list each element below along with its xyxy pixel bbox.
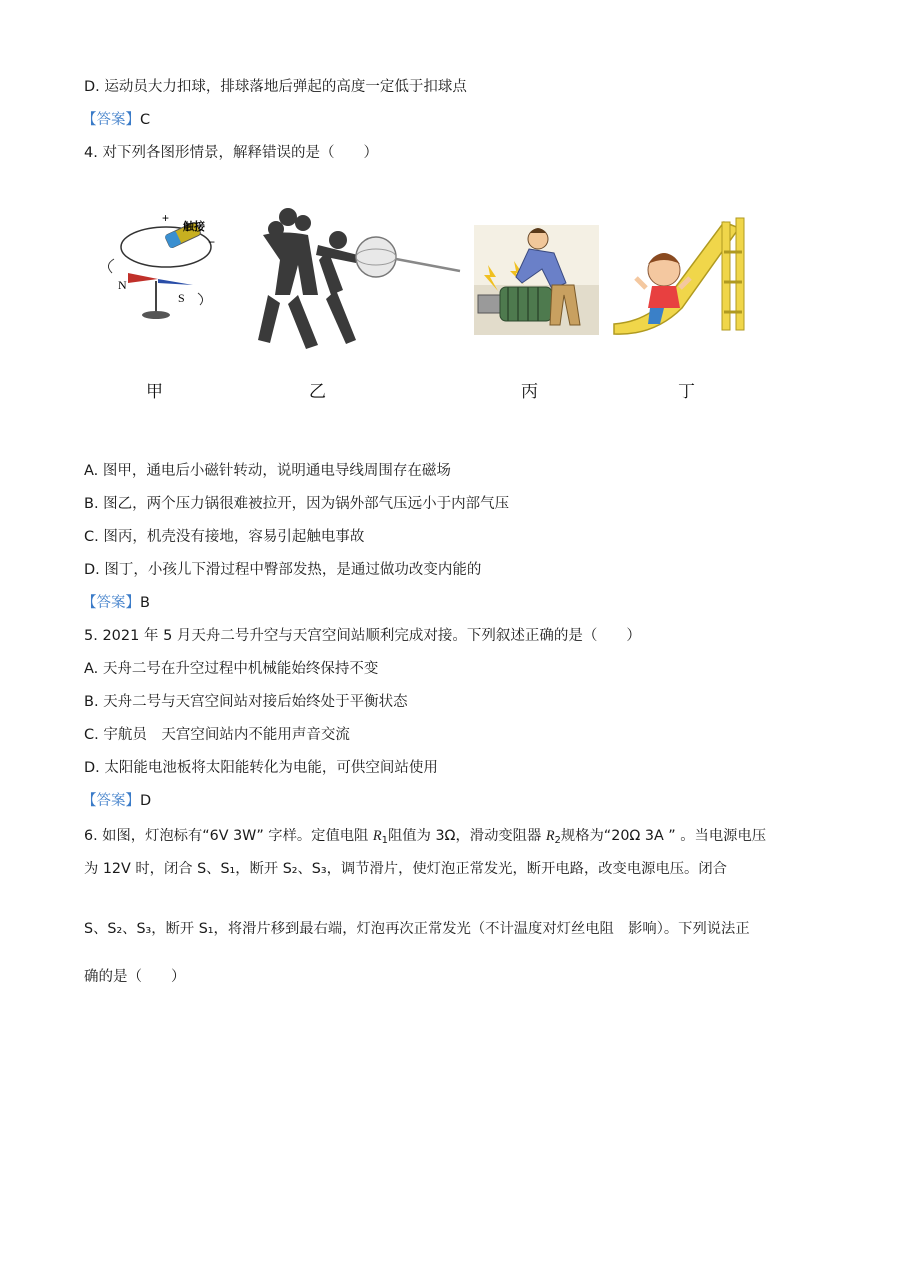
compass-experiment-image [98, 205, 228, 325]
caption-ding: 丁 [678, 382, 695, 402]
r2-symbol: R [545, 828, 555, 844]
q5-stem: 5. 2021 年 5 月天舟二号升空与天宫空间站顺利完成对接。下列叙述正确的是（ ） [84, 628, 641, 644]
q6-line-4: 确的是（ ） [84, 969, 186, 985]
caption-yi: 乙 [309, 382, 326, 402]
q6-line-1-part-a: 6. 如图，灯泡标有“6V 3W” 字样。定值电阻 [84, 828, 373, 844]
r1-symbol: R [372, 828, 382, 844]
q4-option-d: D. 图丁，小孩儿下滑过程中臀部发热，是通过做功改变内能的 [84, 562, 482, 578]
caption-bing: 丙 [521, 382, 538, 402]
answer-tag: 【答案】 [82, 595, 140, 611]
r2-subscript: 2 [554, 835, 561, 846]
n-label: N [118, 278, 127, 292]
q4-option-a: A. 图甲，通电后小磁针转动，说明通电导线周围存在磁场 [84, 463, 451, 479]
child-slide-image [604, 212, 764, 342]
q4-answer [82, 593, 150, 613]
q5-answer [82, 791, 151, 811]
r1-subscript: 1 [381, 835, 389, 846]
pressure-cooker-pull-image [248, 205, 463, 360]
q4-option-c: C. 图丙，机壳没有接地，容易引起触电事故 [84, 529, 365, 545]
q6-line-1-part-b: 阻值为 3Ω，滑动变阻器 [388, 828, 546, 844]
q5-option-a: A. 天舟二号在升空过程中机械能始终保持不变 [84, 661, 379, 677]
q5-option-d: D. 太阳能电池板将太阳能转化为电能，可供空间站使用 [84, 760, 438, 776]
answer-tag: 【答案】 [82, 112, 140, 128]
answer-tag: 【答案】 [82, 793, 140, 809]
q6-line-2: 为 12V 时，闭合 S、S₁，断开 S₂、S₃，调节滑片，使灯泡正常发光，断开电路，改变电源电压。闭合 [84, 861, 727, 877]
answer-value: D [140, 793, 152, 809]
plus-label: + [162, 211, 170, 225]
q4-option-b: B. 图乙，两个压力锅很难被拉开，因为锅外部气压远小于内部气压 [84, 496, 510, 512]
q4-stem: 4. 对下列各图形情景，解释错误的是（ ） [84, 145, 378, 161]
touch-label: 触接 [183, 220, 205, 233]
q3-option-d: D. 运动员大力扣球，排球落地后弹起的高度一定低于扣球点 [84, 79, 467, 95]
q5-option-b: B. 天舟二号与天宫空间站对接后始终处于平衡状态 [84, 694, 408, 710]
q6-line-3: S、S₂、S₃，断开 S₁，将滑片移到最右端，灯泡再次正常发光（不计温度对灯丝电阻 影响）。下列说法正 [84, 921, 750, 937]
q5-option-c: C. 宇航员 天宫空间站内不能用声音交流 [84, 727, 350, 743]
answer-value: B [140, 595, 150, 611]
q3-answer [82, 110, 150, 130]
minus-label: − [208, 235, 216, 249]
q6-line-1 [84, 826, 766, 851]
s-label: S [178, 291, 185, 305]
caption-jia: 甲 [146, 382, 163, 402]
answer-value: C [140, 112, 151, 128]
q6-line-1-part-c: 规格为“20Ω 3A ” 。当电源电压 [560, 828, 767, 844]
motor-shock-image [474, 225, 599, 335]
